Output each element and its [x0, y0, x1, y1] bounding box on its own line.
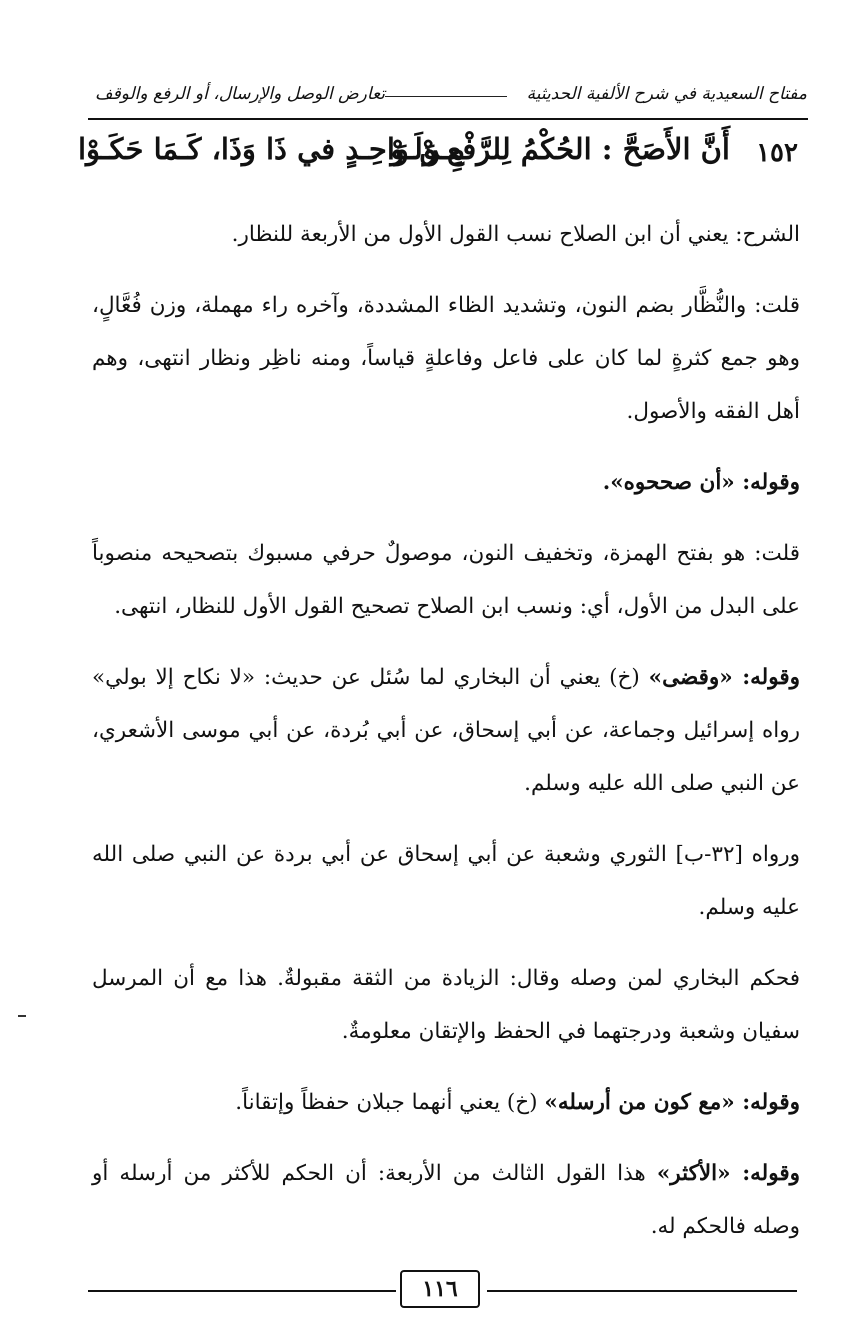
paragraph-text: ورواه [٣٢-ب] الثوري وشعبة عن أبي إسحاق عن أبي بردة عن النبي صلى الله عليه وسلم.	[92, 842, 801, 920]
footer-rule-left	[88, 1290, 396, 1292]
paragraph-text: هذا القول الثالث من الأربعة: أن الحكم للأكثر من أرسله أو وصله فالحكم له.	[92, 1161, 800, 1239]
paragraph-text: الشرح: يعني أن ابن الصلاح نسب القول الأول من الأربعة للنظار.	[231, 222, 800, 247]
margin-mark	[18, 1015, 26, 1017]
running-header	[95, 80, 807, 112]
paragraph-lead: وقوله: «الأكثر»	[656, 1161, 801, 1186]
paragraph-lead: وقوله: «مع كون من أرسله»	[544, 1090, 800, 1115]
page-number-text: ١١٦	[422, 1276, 458, 1302]
header-rule	[88, 118, 808, 120]
paragraph-text: (خ) يعني أنهما جبلان حفظاً وإتقاناً.	[235, 1090, 545, 1115]
commentary-text	[92, 208, 800, 1271]
paragraph	[92, 527, 800, 633]
paragraph-text: (خ) يعني أن البخاري لما سُئل عن حديث: «لا نكاح إلا بولي» رواه إسرائيل وجماعة، عن أبي إسحاق، عن أبي بُردة، عن أبي موسى الأشعري، عن النبي صلى الله عليه وسلم.	[92, 665, 800, 796]
paragraph	[92, 279, 800, 438]
paragraph	[92, 952, 800, 1058]
book-title: مفتاح السعيدية في شرح الألفية الحديثية	[526, 84, 807, 104]
footer-rule-right	[487, 1290, 797, 1292]
paragraph	[92, 456, 800, 509]
paragraph-text: فحكم البخاري لمن وصله وقال: الزيادة من الثقة مقبولةٌ. هذا مع أن المرسل سفيان وشعبة ودرجتهما في الحفظ والإتقان معلومةٌ.	[92, 966, 800, 1044]
verse-first-hemistich: أَنَّ الأَصَحَّ : الحُكْمُ لِلرَّفْعِ وَلَـوْ	[390, 132, 730, 166]
chapter-title: تعارض الوصل والإرسال، أو الرفع والوقف	[95, 84, 385, 104]
verse-number: ١٥٢	[756, 138, 798, 168]
header-dash	[385, 96, 507, 97]
paragraph-lead: وقوله: «وقضى»	[648, 665, 800, 690]
paragraph	[92, 208, 800, 261]
verse-second-hemistich: مِـنْ وَاحِـدٍ في ذَا وَذَا، كَـمَا حَكَـوْا	[78, 132, 466, 166]
paragraph-text: قلت: والنُّظَّار بضم النون، وتشديد الظاء المشددة، وآخره راء مهملة، وزن فُعَّالٍ، وهو جمع كثرةٍ لما كان على فاعل وفاعلةٍ قياساً، ومنه ناظِر ونظار انتهى، وهم أهل الفقه والأصول.	[92, 293, 800, 424]
paragraph	[92, 1147, 800, 1253]
verse-line	[78, 132, 798, 184]
paragraph	[92, 828, 800, 934]
page-number	[400, 1270, 480, 1308]
paragraph	[92, 651, 800, 810]
paragraph	[92, 1076, 800, 1129]
paragraph-lead: وقوله: «أن صححوه».	[602, 470, 800, 495]
paragraph-text: قلت: هو بفتح الهمزة، وتخفيف النون، موصولٌ حرفي مسبوك بتصحيحه منصوباً على البدل من الأول، أي: ونسب ابن الصلاح تصحيح القول الأول للنظار، انتهى.	[92, 541, 800, 619]
